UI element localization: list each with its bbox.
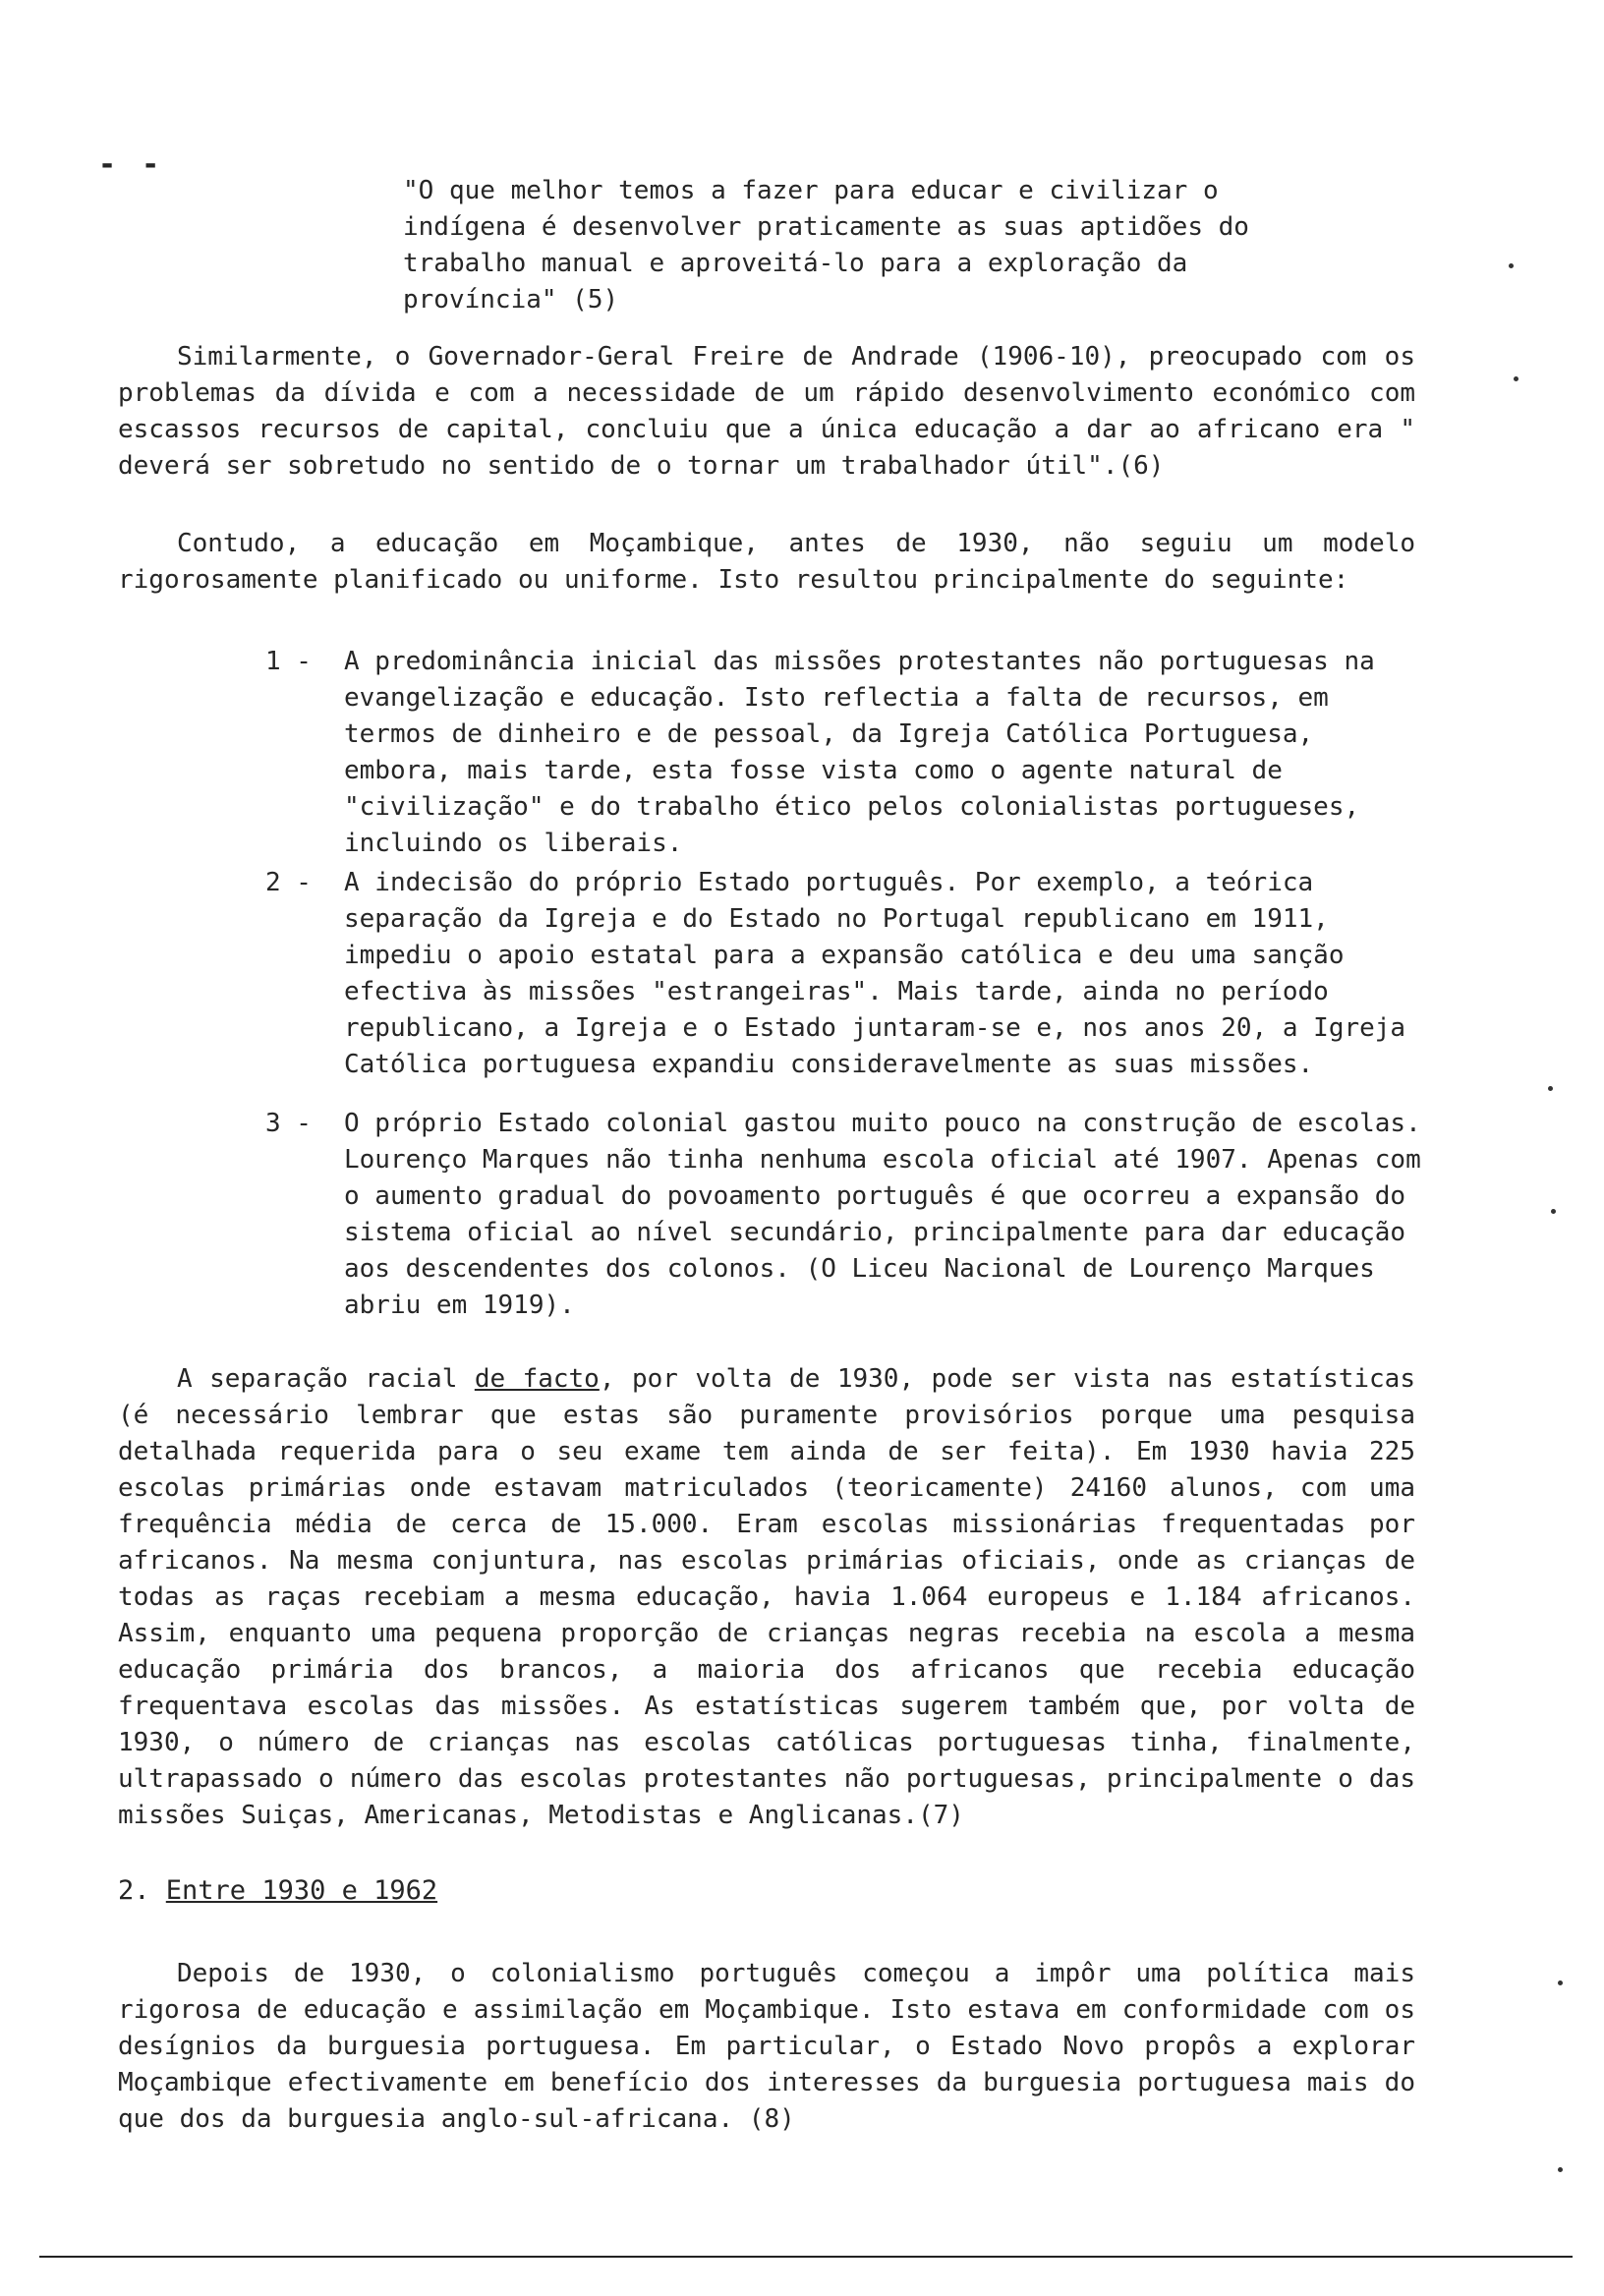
margin-speck [1558,2167,1563,2172]
list-text: O próprio Estado colonial gastou muito pouco na construção de escolas. Lourenço Marques não tinha nenhuma escola oficial até 1907. Apenas com o aumento gradual do povoamento português é que ocorreu a expansão do sistema oficial ao nível secundário, principalmente para dar educação aos descendentes dos colonos. (O Liceu Nacional de Lourenço Marques abriu em 1919). [344,1109,1421,1320]
paragraph-intro-list: Contudo, a educação em Moçambique, antes de 1930, não seguiu um modelo rigorosamente planificado ou uniforme. Isto resultou principalmente do seguinte: [118,529,1415,595]
statistics-text-start: A separação racial [177,1364,475,1394]
section-number: 2. [118,1875,150,1906]
margin-speck [1514,376,1518,381]
margin-speck [1548,1086,1553,1091]
section-heading [118,1872,437,1909]
bottom-rule [39,2256,1573,2258]
block-quote: "O que melhor temos a fazer para educar e civilizar o indígena é desenvolver praticamente as suas aptidões do trabalho manual e aproveitá-lo para a exploração da província" (5) [403,176,1249,315]
margin-speck [1509,263,1514,268]
statistics-text-rest: , por volta de 1930, pode ser vista nas estatísticas (é necessário lembrar que estas são puramente provisórios porque uma pesquisa detalhada requerida para o seu exame tem ainda de ser feita). Em 1930 havia 225 escolas primárias onde estavam matriculados (teoricamente) 24160 alunos, com uma frequência média de cerca de 15.000. Eram escolas missionárias frequentadas por africanos. Na mesma conjuntura, nas escolas primárias oficiais, onde as crianças de todas as raças recebiam a mesma educação, havia 1.064 europeus e 1.184 africanos. Assim, enquanto uma pequena proporção de crianças negras recebia na escola a mesma educação primária dos brancos, a maioria dos africanos que recebia educação frequentava escolas das missões. As estatísticas sugerem também que, por volta de 1930, o número de crianças nas escolas católicas portuguesas tinha, finalmente, ultrapassado o número das escolas protestantes não portuguesas, principalmente o das missões Suiças, Americanas, Metodistas e Anglicanas.(7) [118,1364,1415,1830]
margin-speck [1551,1209,1556,1214]
paragraph-statistics [118,1361,1415,1834]
list-text: A indecisão do próprio Estado português. Por exemplo, a teórica separação da Igreja e do Estado no Portugal republicano em 1911, impediu o apoio estatal para a expansão católica e deu uma sanção efectiva às missões "estrangeiras". Mais tarde, ainda no período republicano, a Igreja e o Estado juntaram-se e, nos anos 20, a Igreja Católica portuguesa expandiu consideravelmente as suas missões. [344,868,1406,1079]
emphasis-de-facto: de facto [474,1364,600,1394]
section-title: Entre 1930 e 1962 [165,1875,438,1906]
paragraph-estado-novo: Depois de 1930, o colonialismo português começou a impôr uma política mais rigorosa de educação e assimilação em Moçambique. Isto estava em conformidade com os desígnios da burguesia portuguesa. Em particular, o Estado Novo propôs a explorar Moçambique efectivamente em benefício dos interesses da burguesia portuguesa mais do que dos da burguesia anglo-sul-africana. (8) [118,1959,1415,2134]
corner-mark: - - [98,147,164,182]
margin-speck [1558,1980,1563,1985]
list-number: 2 - [265,868,312,897]
paragraph-governor: Similarmente, o Governador-Geral Freire de Andrade (1906-10), preocupado com os problemas da dívida e com a necessidade de um rápido desenvolvimento económico com escassos recursos de capital, concluiu que a única educação a dar ao africano era " deverá ser sobretudo no sentido de o tornar um trabalhador útil".(6) [118,342,1415,481]
list-number: 1 - [265,647,312,676]
list-number: 3 - [265,1109,312,1138]
list-text: A predominância inicial das missões protestantes não portuguesas na evangelização e educação. Isto reflectia a falta de recursos, em termos de dinheiro e de pessoal, da Igreja Católica Portuguesa, embora, mais tarde, esta fosse vista como o agente natural de "civilização" e do trabalho ético pelos colonialistas portugueses, incluindo os liberais. [344,647,1375,858]
